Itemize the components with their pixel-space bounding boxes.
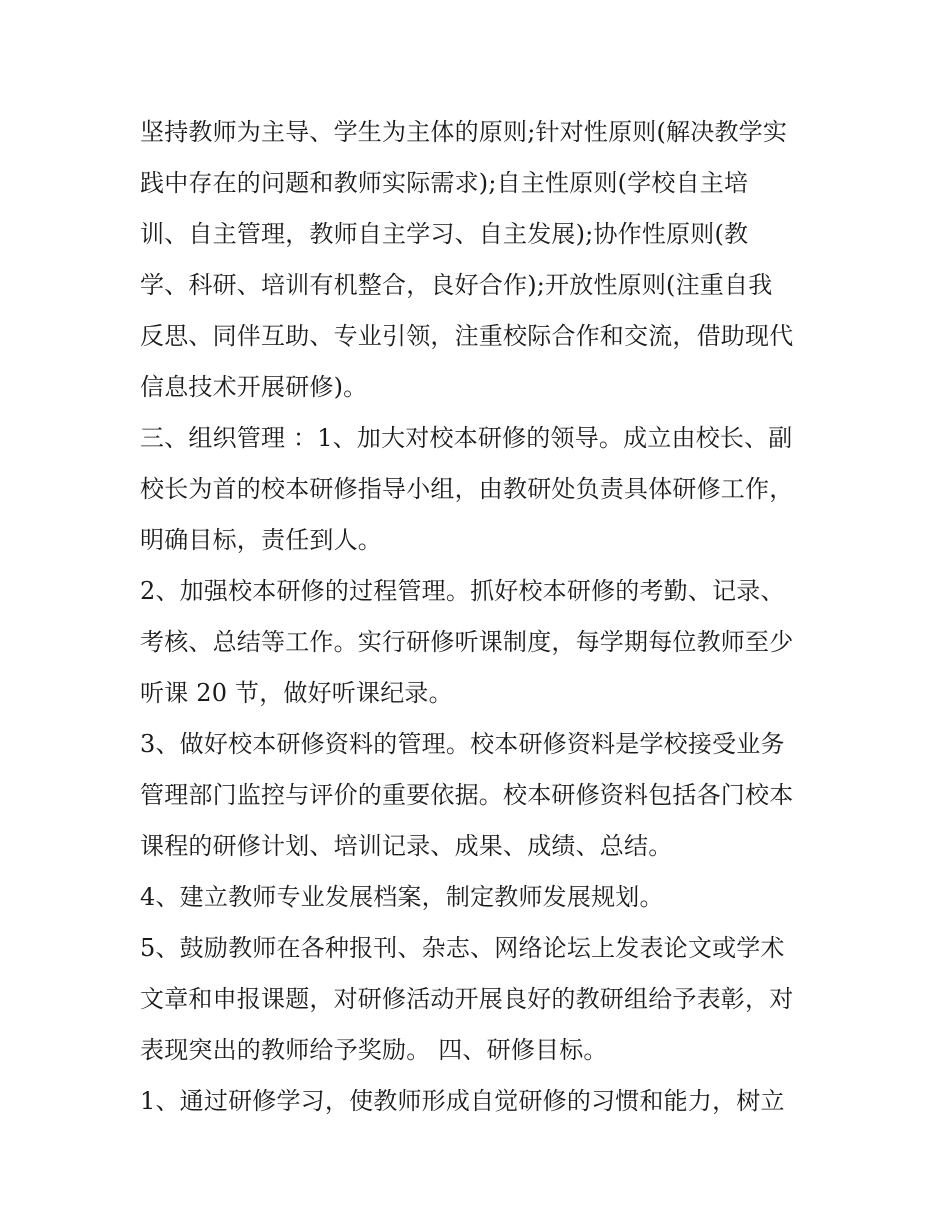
text-line: 听课 20 节，做好听课纪录。 <box>140 679 453 707</box>
text-line: 校长为首的校本研修指导小组，由教研处负责具体研修工作， <box>140 475 794 503</box>
document-body <box>140 107 820 1127</box>
text-line: 坚持教师为主导、学生为主体的原则;针对性原则(解决教学实 <box>140 118 788 146</box>
text-line: 明确目标，责任到人。 <box>140 526 382 554</box>
text-line: 学、科研、培训有机整合，良好合作);开放性原则(注重自我 <box>140 271 773 299</box>
text-line: 践中存在的问题和教师实际需求);自主性原则(学校自主培 <box>140 169 749 197</box>
list-item-line: 5、鼓励教师在各种报刊、杂志、网络论坛上发表论文或学术 <box>140 934 785 962</box>
text-line: 训、自主管理，教师自主学习、自主发展);协作性原则(教 <box>140 220 749 248</box>
text-line: 文章和申报课题，对研修活动开展良好的教研组给予表彰，对 <box>140 985 794 1013</box>
text-line: 表现突出的教师给予奖励。 四、研修目标。 <box>140 1036 608 1064</box>
text-line: 课程的研修计划、培训记录、成果、成绩、总结。 <box>140 832 673 860</box>
text-line: 管理部门监控与评价的重要依据。校本研修资料包括各门校本 <box>140 781 794 809</box>
text-line: 反思、同伴互助、专业引领，注重校际合作和交流，借助现代 <box>140 322 794 350</box>
section-heading-line: 三、组织管理 ：1、加大对校本研修的领导。成立由校长、副 <box>140 424 793 452</box>
list-item-line: 3、做好校本研修资料的管理。校本研修资料是学校接受业务 <box>140 730 785 758</box>
list-item-line: 1、通过研修学习，使教师形成自觉研修的习惯和能力，树立 <box>140 1087 785 1115</box>
text-line: 考核、总结等工作。实行研修听课制度，每学期每位教师至少 <box>140 628 794 656</box>
list-item-line: 4、建立教师专业发展档案，制定教师发展规划。 <box>140 883 664 911</box>
text-line: 信息技术开展研修)。 <box>140 373 368 401</box>
list-item-line: 2、加强校本研修的过程管理。抓好校本研修的考勤、记录、 <box>140 577 785 605</box>
